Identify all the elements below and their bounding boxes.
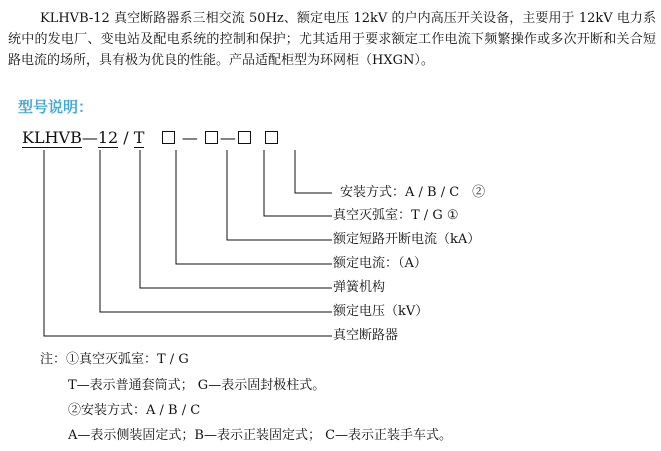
leader-current [176, 150, 332, 264]
code-slash: / [123, 128, 129, 147]
label-rated-current: 额定电流：（A） [333, 256, 427, 271]
note-1: 注：①真空灭弧室：T / G [40, 352, 189, 367]
intro-paragraph: KLHVB-12 真空断路器系三相交流 50Hz、额定电压 12kV 的户内高压开关设备，主要用于 12kV 电力系统中的发电厂、变电站及配电系统的控制和保护；尤其适用于要求额定工作电流下频繁操作或多次开断和关合短路电流的场所，具有极为优良的性能。产品适配柜型为环网柜（HXGN）。 [8, 11, 656, 68]
leader-install [295, 150, 332, 193]
note-4: A—表示侧装固定式；B—表示正装固定式； C—表示正装手车式。 [68, 428, 453, 443]
label-rated-voltage: 额定电压（kV） [333, 304, 429, 319]
code-dash-3: — [219, 128, 236, 147]
leader-chamber [264, 150, 332, 216]
leader-mechanism [140, 150, 332, 288]
code-dash-2: — [181, 128, 198, 147]
code-dash: — [81, 128, 98, 147]
note-3: ②安装方式：A / B / C [68, 403, 201, 418]
label-vacuum-breaker: 真空断路器 [333, 328, 399, 343]
label-install-method: 安装方式：A / B / C ② [340, 185, 486, 200]
note-2: T—表示普通套筒式； G—表示固封极柱式。 [68, 378, 326, 393]
model-description-heading: 型号说明： [18, 98, 94, 116]
code-mechanism: T [133, 128, 145, 147]
code-voltage: 12 [97, 128, 119, 147]
label-spring-mechanism: 弹簧机构 [333, 280, 386, 295]
label-vacuum-chamber: 真空灭弧室：T / G ① [333, 208, 459, 223]
leader-short-circuit [227, 150, 332, 240]
code-series: KLHVB [22, 128, 82, 147]
leader-breaker [44, 150, 332, 336]
label-short-circuit-current: 额定短路开断电流（kA） [333, 232, 481, 247]
